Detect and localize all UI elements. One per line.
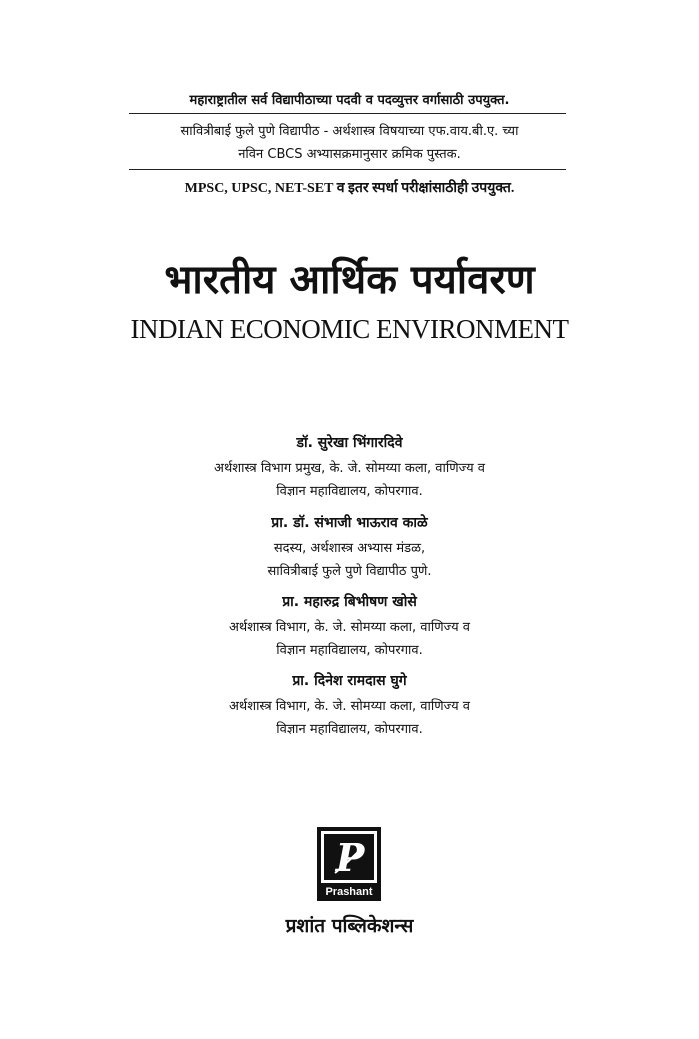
header-line-2: सावित्रीबाई फुले पुणे विद्यापीठ - अर्थशास्त्र विषयाच्या एफ.वाय.बी.ए. च्या (180, 124, 519, 139)
author-3-line-1: अर्थशास्त्र विभाग, के. जे. सोमय्या कला, वाणिज्य व (228, 620, 470, 635)
author-3-line-2: विज्ञान महाविद्यालय, कोपरगाव. (276, 643, 423, 658)
header-line-1: महाराष्ट्रातील सर्व विद्यापीठाच्या पदवी व पदव्युत्तर वर्गासाठी उपयुक्त. (189, 93, 510, 108)
author-2-line-2: सावित्रीबाई फुले पुणे विद्यापीठ पुणे. (267, 564, 432, 579)
author-4-line-1: अर्थशास्त्र विभाग, के. जे. सोमय्या कला, वाणिज्य व (228, 699, 470, 714)
logo-letter: P (335, 835, 365, 880)
author-3-name: प्रा. महारुद्र बिभीषण खोसे (282, 594, 417, 610)
logo-text: Prashant (325, 886, 373, 898)
author-2-line-1: सदस्य, अर्थशास्त्र अभ्यास मंडळ, (273, 541, 426, 556)
book-title-marathi: भारतीय आर्थिक पर्यावरण (164, 257, 535, 303)
author-1-line-2: विज्ञान महाविद्यालय, कोपरगाव. (276, 484, 423, 499)
author-4-name: प्रा. दिनेश रामदास घुगे (292, 673, 407, 689)
author-2-name: प्रा. डॉ. संभाजी भाऊराव काळे (271, 515, 428, 531)
prashant-logo-icon (317, 827, 381, 901)
header-line-4: MPSC, UPSC, NET-SET व इतर स्पर्धा परीक्षांसाठीही उपयुक्त. (184, 181, 515, 196)
author-4-line-2: विज्ञान महाविद्यालय, कोपरगाव. (276, 722, 423, 737)
publisher-name: प्रशांत पब्लिकेशन्स (285, 915, 414, 937)
author-1-name: डॉ. सुरेखा भिंगारदिवे (296, 435, 403, 451)
book-title-english: INDIAN ECONOMIC ENVIRONMENT (130, 314, 569, 344)
header-rule-2 (129, 169, 566, 170)
author-1-line-1: अर्थशास्त्र विभाग प्रमुख, के. जे. सोमय्या कला, वाणिज्य व (214, 461, 485, 476)
header-rule-1 (129, 113, 566, 114)
header-line-3: नविन CBCS अभ्यासक्रमानुसार क्रमिक पुस्तक. (238, 147, 461, 162)
